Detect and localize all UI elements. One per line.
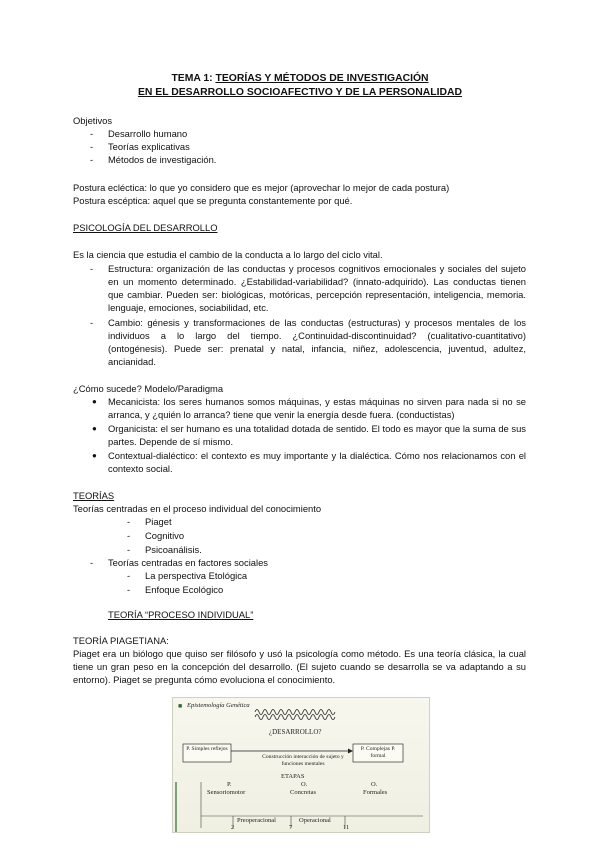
- teorias-social-intro: Teorías centradas en factores sociales: [108, 557, 268, 568]
- list-dash: -: [127, 530, 131, 541]
- diagram-etapas: ETAPAS: [281, 773, 305, 780]
- title-main: TEORÍAS Y MÉTODOS DE INVESTIGACIÓN: [215, 73, 429, 84]
- stage-1-name: Sensoriomotor: [207, 789, 246, 796]
- teoria-etologica: La perspectiva Etológica: [145, 570, 248, 581]
- list-dash: -: [127, 584, 131, 595]
- estructura-paragraph: Estructura: organización de las conductas y procesos cognitivos emocionales y sociales del sujeto en un momento determinado. ¿Estabilidad-variabilidad? (innato-adquirido). Las conductas tienen que cambiar. Pueden ser: biológicas, motóricas, percepción representación, inteligencia, memoria. lenguaje, emociones, sociabilidad, etc.: [108, 263, 526, 313]
- organicista-paragraph: Organicista: el ser humano es una totalidad dotada de sentido. El todo es mayor que la suma de sus partes. Depende de sí mismo.: [108, 423, 526, 447]
- objetivos-label: Objetivos: [73, 115, 113, 126]
- teoria-cognitivo: Cognitivo: [145, 530, 185, 541]
- postura-esceptica: Postura escéptica: aquel que se pregunta constantemente por qué.: [73, 195, 353, 206]
- list-dash: -: [90, 317, 94, 328]
- diagram-right-box: P. Complejas P. formal: [360, 746, 396, 759]
- psicologia-intro: Es la ciencia que estudia el cambio de la conducta a lo largo del ciclo vital.: [73, 249, 383, 260]
- section-heading-proceso-individual: TEORÍA “PROCESO INDIVIDUAL”: [108, 609, 254, 620]
- age-11-label: 11: [343, 824, 350, 831]
- bullet-icon: ●: [92, 397, 97, 406]
- section-heading-piagetiana: TEORÍA PIAGETIANA:: [73, 635, 169, 646]
- list-item: - Teorías explicativas: [90, 141, 190, 152]
- diagram-header: Epistemología Genética: [187, 702, 250, 709]
- list-item: - Métodos de investigación.: [90, 154, 217, 165]
- diagram-left-box: P. Simples reflejos: [186, 746, 228, 752]
- modelo-question: ¿Cómo sucede? Modelo/Paradigma: [73, 383, 224, 394]
- slide-bullet-icon: ■: [178, 702, 183, 710]
- stage-2-abbrev: O.: [301, 781, 308, 788]
- list-item: - Desarrollo humano: [90, 128, 188, 139]
- operacional-label: Operacional: [299, 817, 331, 824]
- title-subtitle: EN EL DESARROLLO SOCIOAFECTIVO Y DE LA PERSONALIDAD: [137, 87, 463, 98]
- stage-2-name: Concretas: [290, 789, 316, 796]
- epistemologia-diagram: [172, 697, 430, 833]
- postura-eclectica: Postura ecléctica: lo que yo considero que es mejor (aprovechar lo mejor de cada postura): [73, 182, 450, 193]
- document-title-line-2: [0, 86, 600, 99]
- list-dash: -: [90, 557, 94, 568]
- stage-1-abbrev: P.: [227, 781, 232, 788]
- list-dash: -: [90, 263, 94, 274]
- teoria-ecologico: Enfoque Ecológico: [145, 584, 224, 595]
- age-7-label: 7: [289, 824, 293, 831]
- diagram-question: ¿DESARROLLO?: [269, 728, 322, 736]
- bullet-icon: ●: [92, 451, 97, 460]
- title-prefix: TEMA 1:: [171, 73, 216, 84]
- objetivos-list: [90, 127, 390, 166]
- mecanicista-paragraph: Mecanicista: los seres humanos somos máquinas, y estas máquinas no sirven para nada si no se arranca, y ¿quién lo arranca? tiene que venir la energía desde fuera. (conductistas): [108, 396, 526, 420]
- piagetiana-paragraph: Piaget era un biólogo que quiso ser filósofo y usó la psicología como método. Es una teoría clásica, la cual tiene un gran peso en la concepción del desarrollo. (El sujeto cuando se desarrolla se va adaptando a su entorno). Piaget se pregunta cómo evoluciona el conocimiento.: [73, 648, 526, 685]
- stage-3-name: Formales: [363, 789, 388, 796]
- preoperacional-label: Preoperacional: [237, 817, 276, 824]
- diagram-middle-label: Construcción interacción de sujeto y funciones mentales: [262, 754, 344, 767]
- age-2-label: 2: [231, 824, 235, 831]
- contextual-paragraph: Contextual-dialéctico: el contexto es muy importante y la dialéctica. Cómo nos relacionamos con el contexto social.: [108, 450, 526, 474]
- bullet-icon: ●: [92, 424, 97, 433]
- list-dash: -: [127, 516, 131, 527]
- document-title-line-1: [0, 72, 600, 85]
- teoria-piaget: Piaget: [145, 516, 172, 527]
- teorias-individual-intro: Teorías centradas en el proceso individual del conocimiento: [73, 503, 322, 514]
- section-heading-psicologia: PSICOLOGÍA DEL DESARROLLO: [73, 222, 218, 233]
- stage-3-abbrev: O.: [371, 781, 378, 788]
- list-dash: -: [127, 544, 131, 555]
- cambio-paragraph: Cambio: génesis y transformaciones de las conductas (estructuras) y procesos mentales de los individuos a lo largo del tiempo. ¿Continuidad-discontinuidad? (cualitativo-cuantitativo) (ontogénesis). Puede ser: prenatal y natal, infancia, niñez, adolescencia, juventud, adultez, ancianidad.: [108, 317, 526, 367]
- teoria-psicoanalisis: Psicoanálisis.: [145, 544, 202, 555]
- section-heading-teorias: TEORÍAS: [73, 490, 115, 501]
- list-dash: -: [127, 570, 131, 581]
